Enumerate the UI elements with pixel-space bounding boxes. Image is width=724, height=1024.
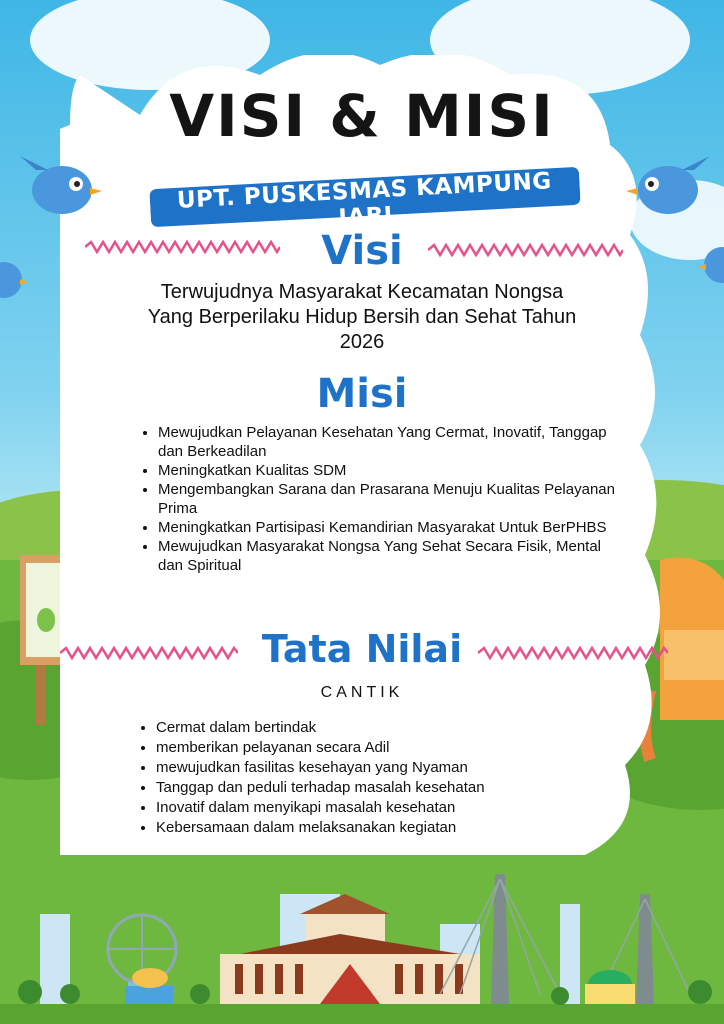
- tata-nilai-acronym: CANTIK: [320, 684, 404, 701]
- list-item: • Meningkatkan Kualitas SDM: [158, 461, 618, 480]
- list-item: • Meningkatkan Partisipasi Kemandirian Masyarakat Untuk BerPHBS: [158, 518, 618, 537]
- visi-line: Terwujudnya Masyarakat Kecamatan Nongsa: [160, 281, 564, 303]
- visi-heading: Visi: [321, 228, 403, 274]
- visi-line: Yang Berperilaku Hidup Bersih dan Sehat Tahun: [147, 306, 577, 328]
- misi-list: [140, 423, 618, 575]
- visi-statement: [120, 280, 604, 355]
- list-item: • Mewujudkan Masyarakat Nongsa Yang Sehat Secara Fisik, Mental dan Spiritual: [158, 537, 618, 575]
- list-item: • Mewujudkan Pelayanan Kesehatan Yang Cermat, Inovatif, Tanggap dan Berkeadilan: [158, 423, 618, 461]
- bird-icon: [622, 150, 714, 220]
- list-item: • Inovatif dalam menyikapi masalah kesehatan: [156, 798, 616, 818]
- tata-nilai-heading: Tata Nilai: [261, 627, 463, 671]
- page-title: VISI & MISI: [169, 82, 555, 150]
- list-item: • Mengembangkan Sarana dan Prasarana Menuju Kualitas Pelayanan Prima: [158, 480, 618, 518]
- list-item: • memberikan pelayanan secara Adil: [156, 738, 616, 758]
- list-item: • mewujudkan fasilitas kesehayan yang Nyaman: [156, 758, 616, 778]
- bird-icon: [16, 150, 108, 220]
- list-item: • Tanggap dan peduli terhadap masalah kesehatan: [156, 778, 616, 798]
- city-skyline-illustration: [0, 854, 724, 1024]
- tata-nilai-list: [138, 718, 616, 838]
- list-item: • Kebersamaan dalam melaksanakan kegiatan: [156, 818, 616, 838]
- list-item: • Cermat dalam bertindak: [156, 718, 616, 738]
- misi-heading: Misi: [316, 371, 408, 417]
- visi-line: 2026: [339, 331, 385, 353]
- subtitle: UPT. PUSKESMAS KAMPUNG JABI: [176, 168, 553, 232]
